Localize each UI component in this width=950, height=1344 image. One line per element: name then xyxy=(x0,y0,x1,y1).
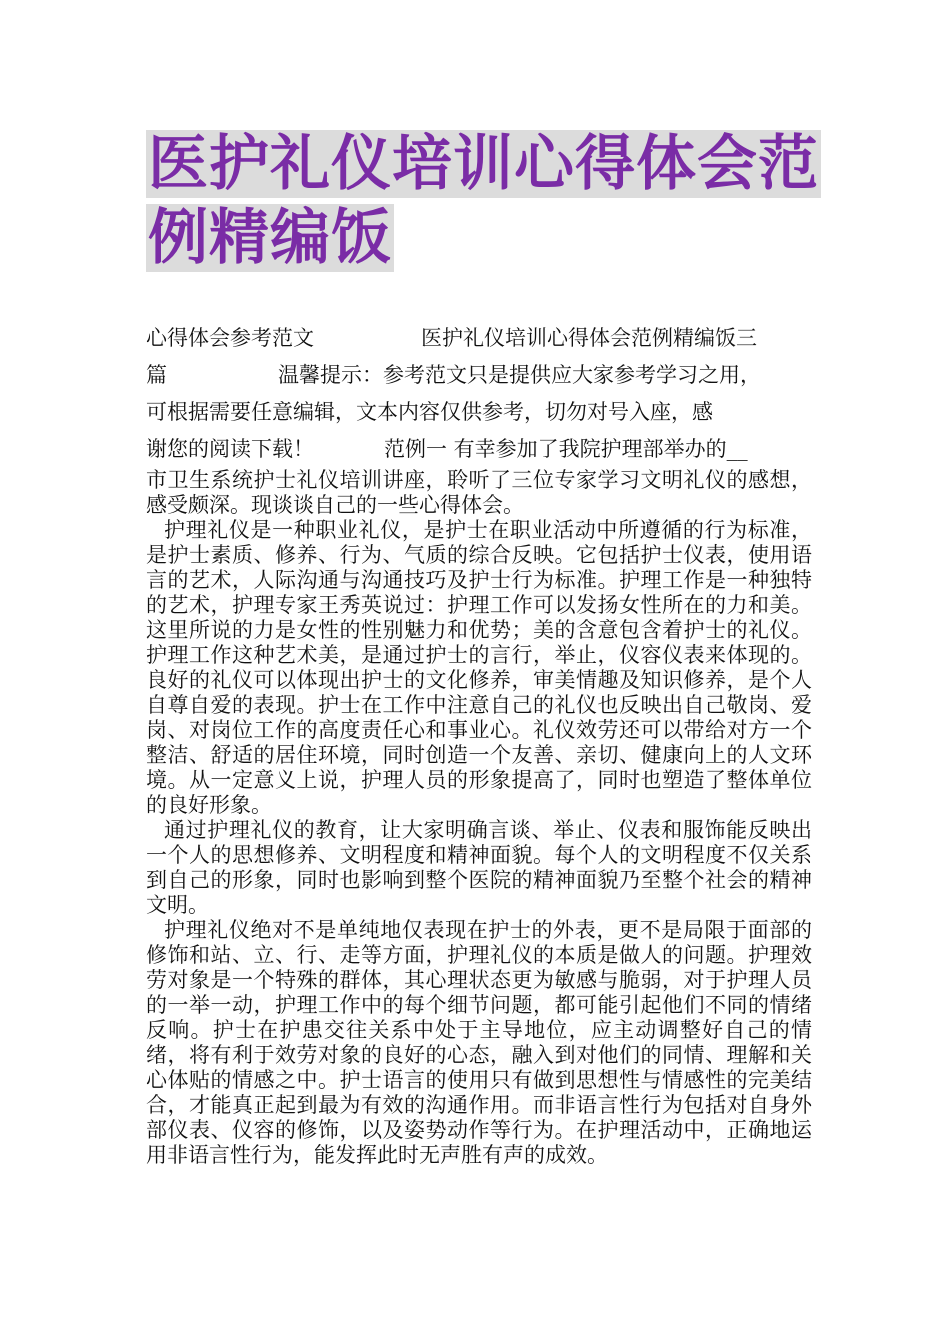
paragraph: 护理礼仪绝对不是单纯地仅表现在护士的外表，更不是局限于面部的修饰和站、立、行、走等方面，护理礼仪的本质是做人的问题。护理效劳对象是一个特殊的群体，其心理状态更为敏感与脆弱，对于护理人员的一举一动，护理工作中的每个细节问题，都可能引起他们不同的情绪反响。护士在护患交往关系中处于主导地位，应主动调整好自己的情绪，将有利于效劳对象的良好的心态，融入到对他们的同情、理解和关心体贴的情感之中。护士语言的使用只有做到思想性与情感性的完美结合，才能真正起到最为有效的沟通作用。而非语言性行为包括对自身外部仪表、仪容的修饰，以及姿势动作等行为。在护理活动中，正确地运用非语言性行为，能发挥此时无声胜有声的成效。 xyxy=(146,918,812,1167)
paragraph: 通过护理礼仪的教育，让大家明确言谈、举止、仪表和服饰能反映出一个人的思想修养、文明程度和精神面貌。每个人的文明程度不仅关系到自己的形象，同时也影响到整个医院的精神面貌乃至整个社会的精神文明。 xyxy=(146,818,812,917)
intro-line-3 xyxy=(146,394,816,431)
intro-tip: 温馨提示：参考范文只是提供应大家参考学习之用， xyxy=(278,363,761,387)
intro-line-2 xyxy=(146,357,816,394)
intro-doc-name: 医护礼仪培训心得体会范例精编饭三 xyxy=(421,326,757,350)
body-text xyxy=(146,468,812,1168)
intro-tip-cont: 可根据需要任意编辑，文本内容仅供参考，切勿对号入座，感 xyxy=(146,400,713,424)
intro-block xyxy=(146,320,816,468)
intro-line-1 xyxy=(146,320,816,357)
intro-thanks: 谢您的阅读下载！ xyxy=(146,437,314,461)
paragraph: 护理礼仪是一种职业礼仪，是护士在职业活动中所遵循的行为标准，是护士素质、修养、行为、气质的综合反映。它包括护士仪表，使用语言的艺术，人际沟通与沟通技巧及护士行为标准。护理工作是一种独特的艺术，护理专家王秀英说过：护理工作可以发扬女性所在的力和美。这里所说的力是女性的性别魅力和优势；美的含意包含着护士的礼仪。护理工作这种艺术美，是通过护士的言行，举止，仪容仪表来体现的。良好的礼仪可以体现出护士的文化修养，审美情趣及知识修养，是个人自尊自爱的表现。护士在工作中注意自己的礼仪也反映出自己敬岗、爱岗、对岗位工作的高度责任心和事业心。礼仪效劳还可以带给对方一个整洁、舒适的居住环境，同时创造一个友善、亲切、健康向上的人文环境。从一定意义上说，护理人员的形象提高了，同时也塑造了整体单位的良好形象。 xyxy=(146,518,812,817)
intro-category: 心得体会参考范文 xyxy=(146,326,314,350)
intro-line-4 xyxy=(146,431,816,468)
paragraph: 市卫生系统护士礼仪培训讲座，聆听了三位专家学习文明礼仪的感想，感受颇深。现谈谈自己的一些心得体会。 xyxy=(146,468,812,517)
title-line-1: 医护礼仪培训心得体会范 xyxy=(148,129,819,199)
intro-example-start: 范例一 有幸参加了我院护理部举办的__ xyxy=(384,437,748,461)
title-line-2: 例精编饭 xyxy=(148,203,392,273)
intro-pian: 篇 xyxy=(146,363,167,387)
